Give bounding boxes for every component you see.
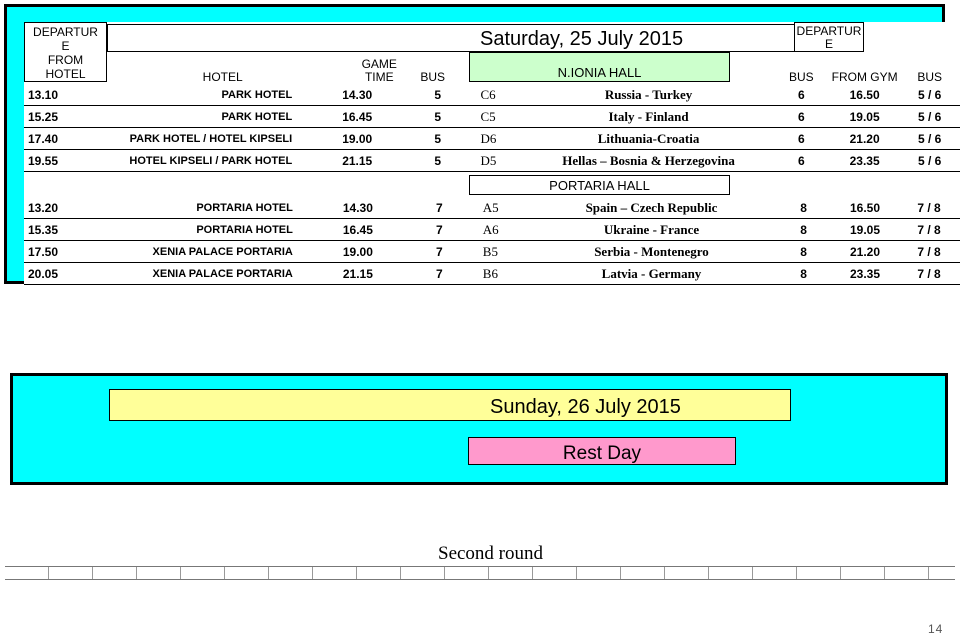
match-teams: Serbia - Montenegro [528,241,776,263]
departure-time: 15.25 [24,106,103,128]
gym-bus: 7 / 8 [898,263,960,285]
return-bus: 6 [773,128,830,150]
gym-bus: 5 / 6 [899,150,960,172]
game-code: A5 [473,197,528,219]
hotel-name: HOTEL KIPSELI / PARK HOTEL [103,150,342,172]
page-number: 14 [928,622,944,636]
portaria-hall-label: PORTARIA HALL [469,175,730,195]
hotel-name: PORTARIA HOTEL [105,219,343,241]
departure-from-gym: 21.20 [830,128,899,150]
col-bus-header: BUS [420,70,446,84]
table-row [24,197,960,219]
match-teams: Lithuania-Croatia [524,128,773,150]
departure-from-gym: 19.05 [830,106,899,128]
gym-bus: 5 / 6 [899,128,960,150]
gym-bus: 5 / 6 [899,84,960,106]
table-row [24,263,960,285]
saturday-title: Saturday, 25 July 2015 [480,28,684,50]
game-code: C6 [470,84,524,106]
return-bus: 6 [773,106,830,128]
game-time: 19.00 [342,128,416,150]
departure-time: 13.20 [24,197,105,219]
table-row [24,106,960,128]
game-time: 19.00 [343,241,418,263]
hotel-name: PARK HOTEL [103,84,342,106]
bus-number: 5 [416,150,470,172]
game-code: B6 [473,263,528,285]
game-time: 16.45 [343,219,418,241]
second-round-divider [5,566,955,580]
departure-from-hotel-header: DEPARTUR E FROM HOTEL [24,22,107,82]
return-bus: 6 [773,84,830,106]
game-code: D6 [470,128,524,150]
departure-from-gym: 16.50 [830,84,899,106]
departure-time: 19.55 [24,150,103,172]
nionia-hall-label: N.IONIA HALL [469,52,730,82]
bus-number: 7 [418,197,473,219]
hotel-name: PARK HOTEL / HOTEL KIPSELI [103,128,342,150]
game-time: 16.45 [342,106,416,128]
game-code: D5 [470,150,524,172]
return-bus: 6 [773,150,830,172]
col-game-time-header: GAME TIME [361,57,397,84]
col-bus3-header: BUS [917,70,943,84]
match-teams: Hellas – Bosnia & Herzegovina [524,150,773,172]
departure-from-gym: 19.05 [832,219,898,241]
departure-from-gym: 23.35 [832,263,898,285]
table-row [24,84,960,106]
gym-bus: 7 / 8 [898,197,960,219]
departure-time: 20.05 [24,263,105,285]
departure-from-gym: 21.20 [832,241,898,263]
return-bus: 8 [775,263,832,285]
game-time: 14.30 [342,84,416,106]
game-code: B5 [473,241,528,263]
game-code: C5 [470,106,524,128]
table-row [24,219,960,241]
bus-number: 7 [418,263,473,285]
departure-from-gym: 16.50 [832,197,898,219]
sunday-title: Sunday, 26 July 2015 [490,396,681,418]
bus-number: 7 [418,241,473,263]
departure-time: 15.35 [24,219,105,241]
table-row [24,150,960,172]
hotel-name: PARK HOTEL [103,106,342,128]
gym-bus: 5 / 6 [899,106,960,128]
bus-number: 7 [418,219,473,241]
col-from-gym-header: FROM GYM [831,70,898,84]
match-teams: Russia - Turkey [524,84,773,106]
second-round-heading: Second round [438,543,544,564]
col-bus2-header: BUS [789,70,814,84]
saturday-title-bar [107,24,826,52]
departure-from-gym: 23.35 [830,150,899,172]
bus-number: 5 [416,84,470,106]
match-teams: Ukraine - France [528,219,776,241]
table-row [24,241,960,263]
departure-from-gym-header: DEPARTUR E [794,22,864,52]
hotel-name: XENIA PALACE PORTARIA [105,263,343,285]
rest-day-label: Rest Day [468,437,736,465]
departure-time: 13.10 [24,84,103,106]
match-teams: Spain – Czech Republic [528,197,776,219]
hotel-name: XENIA PALACE PORTARIA [105,241,343,263]
gym-bus: 7 / 8 [898,241,960,263]
game-time: 21.15 [343,263,418,285]
bus-number: 5 [416,106,470,128]
gym-bus: 7 / 8 [898,219,960,241]
return-bus: 8 [775,219,832,241]
return-bus: 8 [775,197,832,219]
hotel-name: PORTARIA HOTEL [105,197,343,219]
sunday-title-bar [109,389,791,421]
match-teams: Latvia - Germany [528,263,776,285]
return-bus: 8 [775,241,832,263]
departure-time: 17.40 [24,128,103,150]
game-time: 21.15 [342,150,416,172]
game-code: A6 [473,219,528,241]
bus-number: 5 [416,128,470,150]
match-teams: Italy - Finland [524,106,773,128]
col-hotel-header: HOTEL [202,70,243,84]
game-time: 14.30 [343,197,418,219]
departure-time: 17.50 [24,241,105,263]
table-row [24,128,960,150]
